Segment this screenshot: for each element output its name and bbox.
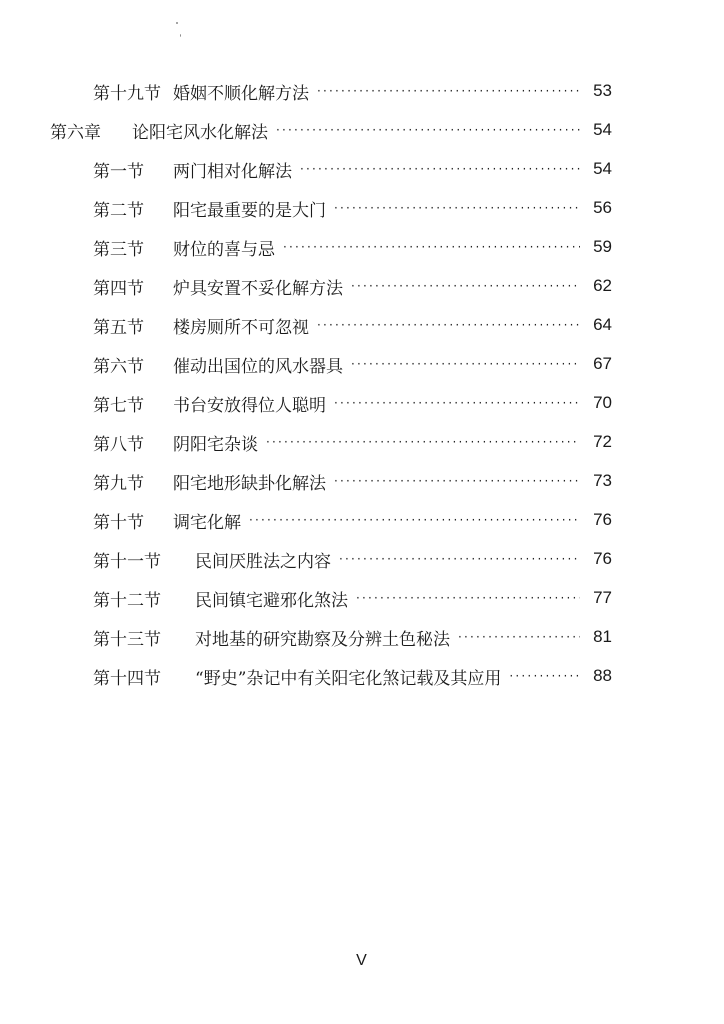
toc-entry-page: 54 [593,120,612,139]
toc-entry[interactable] [93,505,612,535]
toc-entry-label: 第九节 [93,473,144,494]
toc-entry-title: 两门相对化解法 [173,161,292,182]
toc-entry-title: 调宅化解 [173,512,241,533]
toc-entry[interactable] [93,193,612,223]
toc-entry-page: 70 [593,393,612,412]
dot-leader [334,388,580,418]
toc-entry-page: 53 [593,81,612,100]
toc-entry-title: 对地基的研究勘察及分辨土色秘法 [195,629,450,650]
toc-entry-page: 88 [593,666,612,685]
dot-leader [351,271,580,301]
toc-entry[interactable] [93,466,612,496]
toc-entry-title: 书台安放得位人聪明 [173,395,326,416]
dot-leader [509,661,580,691]
toc-entry-title: 炉具安置不妥化解方法 [173,278,343,299]
dot-leader [283,232,580,262]
toc-entry-label: 第十节 [93,512,144,533]
toc-entry-label: 第二节 [93,200,144,221]
toc-entry-title: 阳宅地形缺卦化解法 [173,473,326,494]
toc-entry-title: 财位的喜与忌 [173,239,275,260]
dot-leader [334,193,580,223]
toc-entry-label: 第八节 [93,434,144,455]
toc-entry-title: 阴阳宅杂谈 [173,434,258,455]
toc-entry-title: 论阳宅风水化解法 [132,122,268,143]
toc-entry-label: 第十一节 [93,551,161,572]
toc-entry-label: 第七节 [93,395,144,416]
page-number-footer: V [356,952,368,969]
toc-entry[interactable] [93,661,612,691]
dot-leader [300,154,580,184]
toc-entry[interactable] [93,544,612,574]
dot-leader [356,583,580,613]
toc-entry-page: 67 [593,354,612,373]
dot-leader [266,427,580,457]
toc-entry-page: 81 [593,627,612,646]
toc-entry[interactable] [93,76,612,106]
toc-entry-title: 楼房厕所不可忽视 [173,317,309,338]
toc-entry-page: 64 [593,315,612,334]
toc-entry[interactable] [93,271,612,301]
dot-leader [339,544,580,574]
toc-entry-title: “野史”杂记中有关阳宅化煞记载及其应用 [195,668,502,689]
toc-entry-page: 76 [593,510,612,529]
scan-speck [180,34,181,37]
toc-entry-page: 76 [593,549,612,568]
toc-entry-title: 阳宅最重要的是大门 [173,200,326,221]
toc-entry-label: 第三节 [93,239,144,260]
toc-entry-label: 第十二节 [93,590,161,611]
dot-leader [458,622,580,652]
toc-entry[interactable] [93,154,612,184]
toc-entry-title: 民间厌胜法之内容 [195,551,331,572]
toc-entry[interactable] [93,622,612,652]
toc-chapter[interactable] [50,115,612,145]
toc-entry-label: 第四节 [93,278,144,299]
toc-entry-page: 62 [593,276,612,295]
toc-entry-page: 54 [593,159,612,178]
toc-entry-label: 第六节 [93,356,144,377]
toc-entry-title: 婚姻不顺化解方法 [173,83,309,104]
toc-entry-page: 72 [593,432,612,451]
toc-entry[interactable] [93,427,612,457]
toc-entry[interactable] [93,388,612,418]
dot-leader [249,505,580,535]
toc-entry-label: 第一节 [93,161,144,182]
toc-entry-page: 56 [593,198,612,217]
dot-leader [351,349,580,379]
toc-entry-title: 民间镇宅避邪化煞法 [195,590,348,611]
toc-entry-label: 第十九节 [93,83,161,104]
toc-entry-page: 73 [593,471,612,490]
toc-entry-label: 第十三节 [93,629,161,650]
toc-entry-page: 59 [593,237,612,256]
dot-leader [317,310,580,340]
dot-leader [334,466,580,496]
toc-entry-title: 催动出国位的风水器具 [173,356,343,377]
toc-entry-page: 77 [593,588,612,607]
toc-entry[interactable] [93,310,612,340]
dot-leader [317,76,580,106]
toc-entry-label: 第十四节 [93,668,161,689]
toc-entry-label: 第六章 [50,122,101,143]
toc-entry-label: 第五节 [93,317,144,338]
scan-speck [176,22,178,24]
toc-entry[interactable] [93,349,612,379]
dot-leader [276,115,580,145]
toc-entry[interactable] [93,232,612,262]
toc-entry[interactable] [93,583,612,613]
